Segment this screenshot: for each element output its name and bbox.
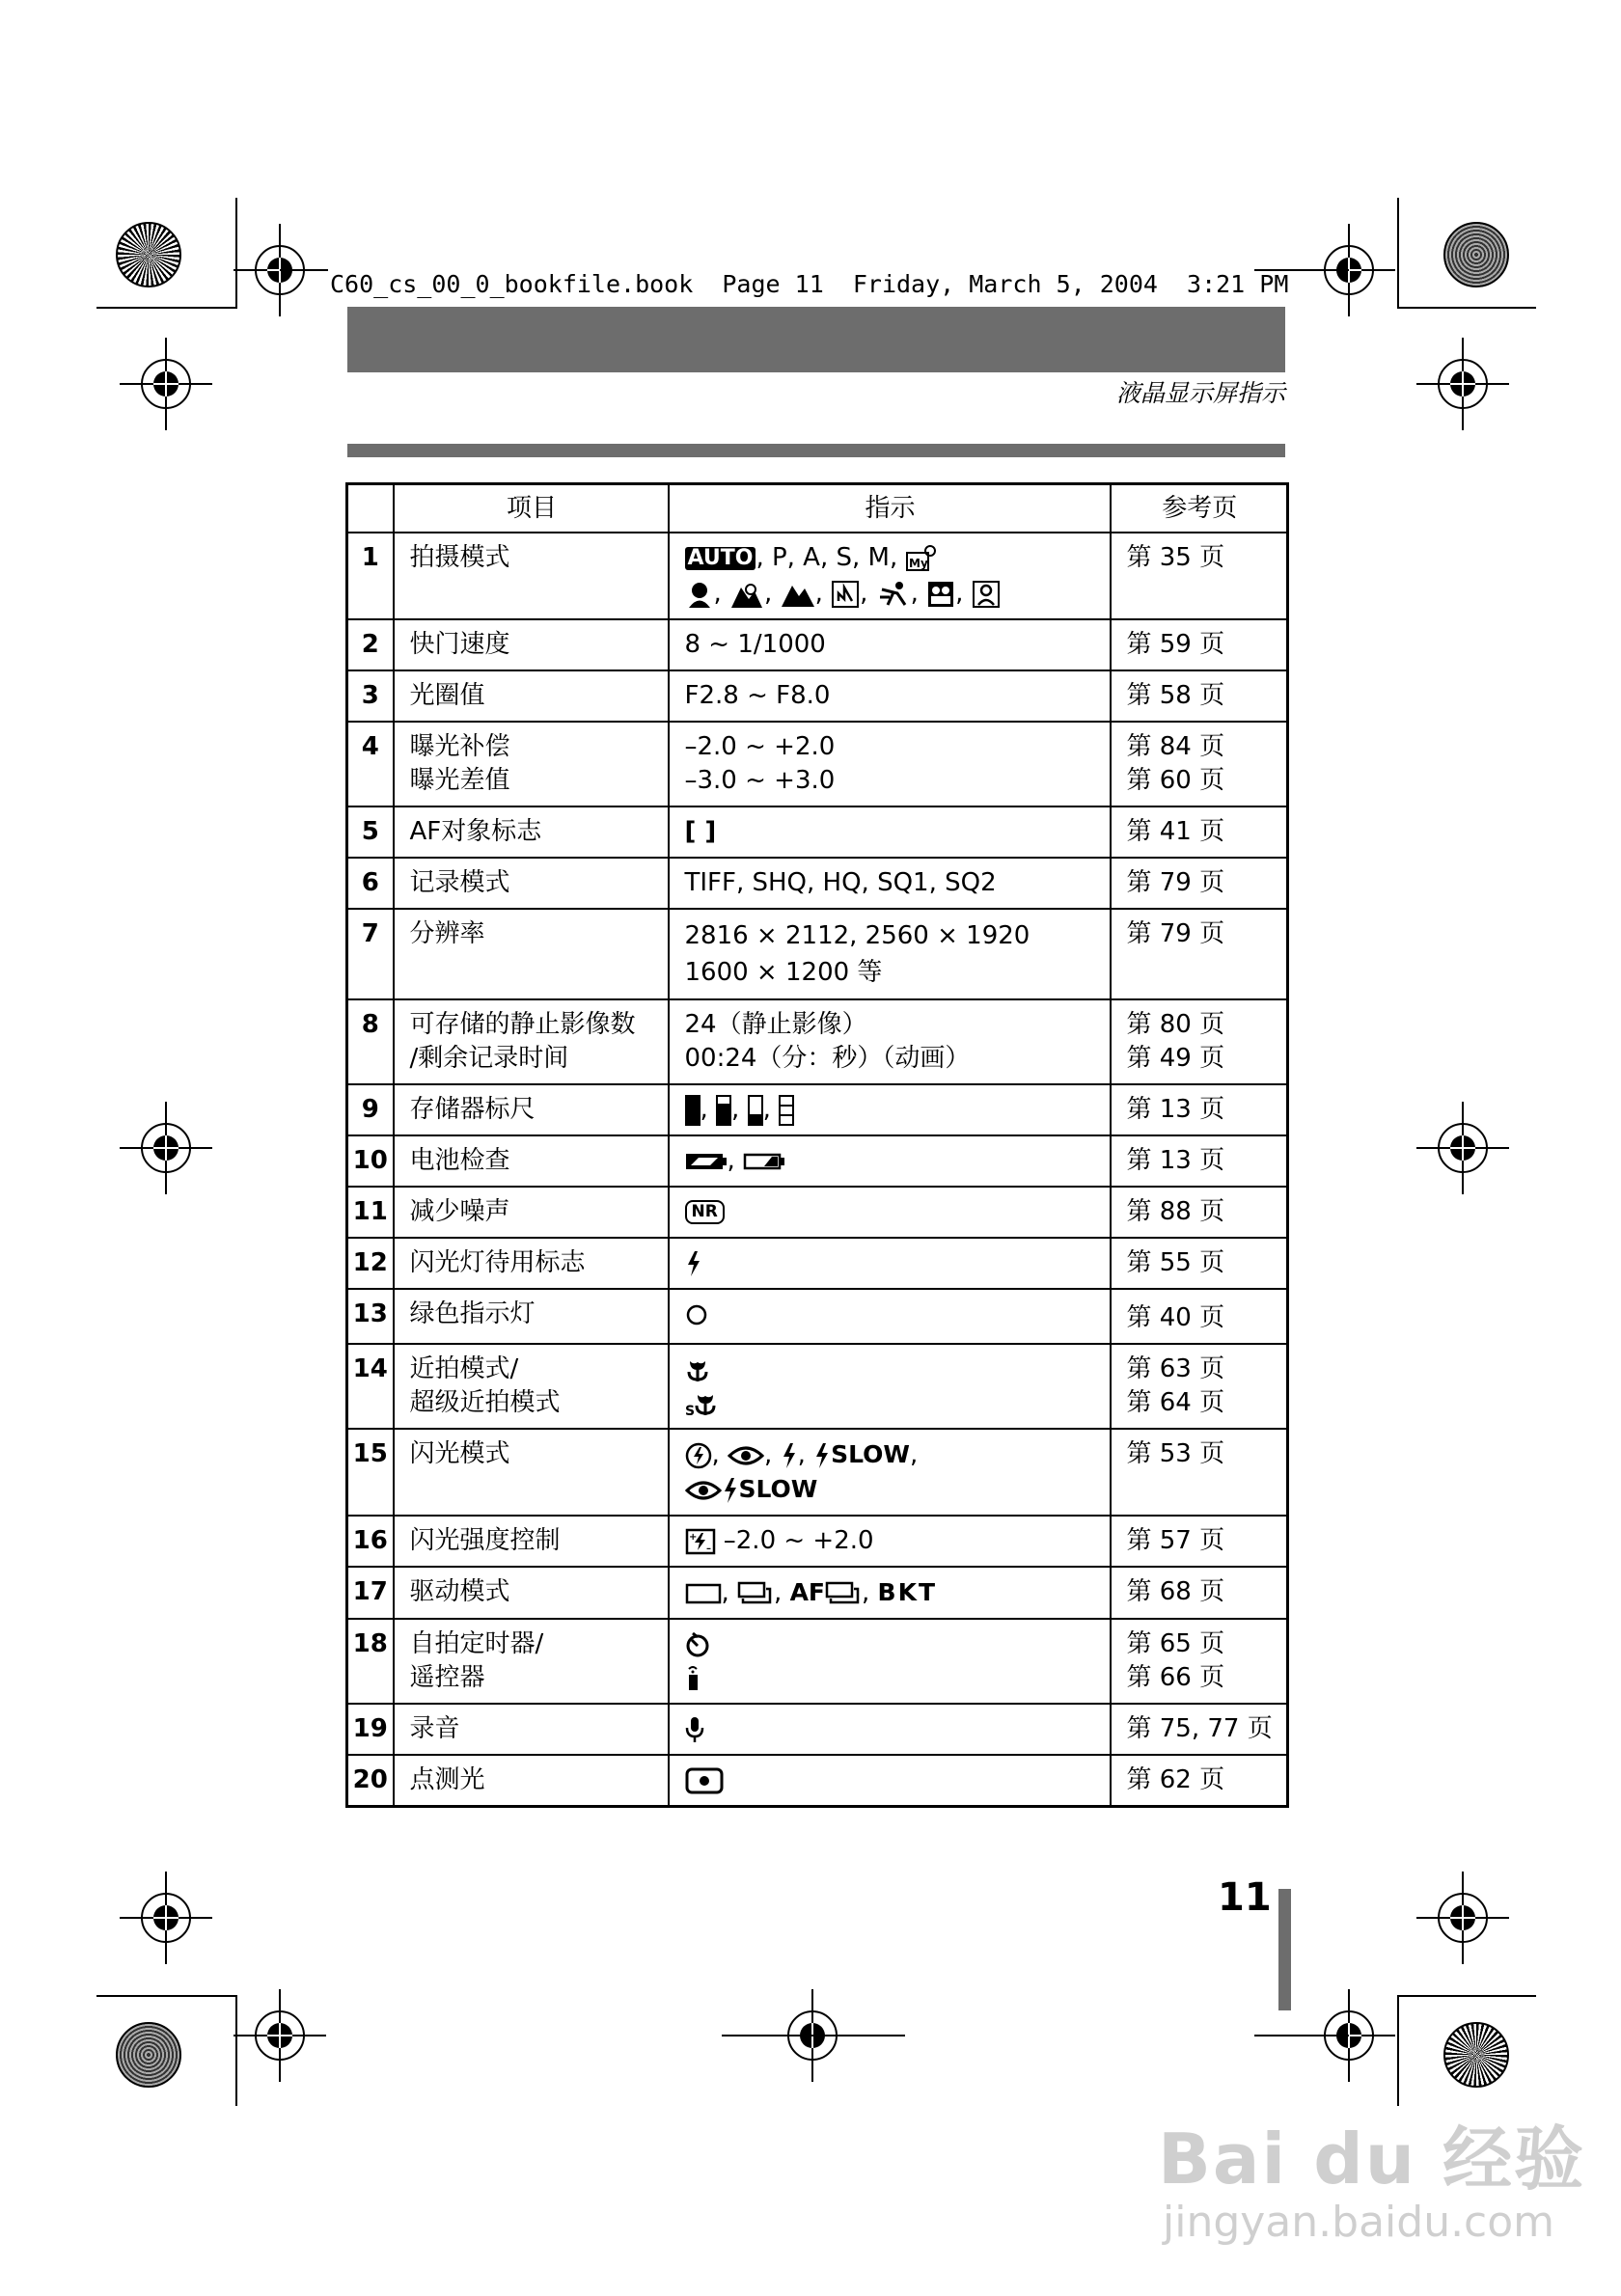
table-row [347,1755,1288,1807]
item-cell: 拍摄模式 [394,533,669,619]
table-row [347,1567,1288,1619]
baidu-watermark-url: jingyan.baidu.com [1163,2198,1555,2247]
item-cell: 快门速度 [394,619,669,670]
svg-text:–: – [705,1543,711,1554]
indication-cell: , [669,1135,1111,1187]
indication-cell: F2.8 ~ F8.0 [669,670,1111,722]
table-row [347,670,1288,722]
page-ref-cell: 第 13 页 [1111,1084,1288,1135]
indication-cell [669,1289,1111,1344]
row-number: 11 [347,1187,394,1238]
item-cell: 减少噪声 [394,1187,669,1238]
battery-low-icon [743,1152,785,1171]
baidu-watermark-logo: Bai du 经验 [1158,2118,1586,2200]
af-sequential-icon [825,1581,862,1606]
row-number: 3 [347,670,394,722]
row-number: 5 [347,806,394,858]
indication-cell [669,1238,1111,1289]
indication-cell: AUTO , P, A, S, M, My , , , , , , [669,533,1111,619]
page-ref-cell: 第 68 页 [1111,1567,1288,1619]
item-cell: AF对象标志 [394,806,669,858]
sequential-shooting-icon [737,1581,774,1606]
column-header: 指示 [669,484,1111,533]
indication-cell: , , AF , BKT [669,1567,1111,1619]
item-cell: 电池检查 [394,1135,669,1187]
slow-sync-flash-icon [722,1477,739,1504]
table-row [347,806,1288,858]
column-header-num [347,484,394,533]
sports-scene-icon [876,580,911,609]
row-number: 14 [347,1344,394,1429]
indication-cell: 24（静止影像） 00:24（分：秒）（动画） [669,999,1111,1084]
green-lamp-icon [685,1301,708,1328]
row-number: 20 [347,1755,394,1807]
item-cell: 分辨率 [394,909,669,999]
bracketing-label: BKT [877,1578,938,1606]
row-number: 12 [347,1238,394,1289]
page-ref-cell: 第 59 页 [1111,619,1288,670]
page-ref-cell: 第 84 页 第 60 页 [1111,722,1288,806]
svg-text:S: S [684,1403,695,1417]
table-row [347,909,1288,999]
sunburst-mark [1443,222,1509,287]
table-header-row [347,484,1288,533]
row-number: 8 [347,999,394,1084]
item-cell: 闪光强度控制 [394,1516,669,1567]
row-number: 1 [347,533,394,619]
sunburst-mark [116,2022,181,2088]
indication-cell [669,1187,1111,1238]
row-number: 16 [347,1516,394,1567]
item-cell: 闪光灯待用标志 [394,1238,669,1289]
memory-empty-icon [779,1095,794,1126]
item-cell: 曝光补偿 曝光差值 [394,722,669,806]
table-row [347,1516,1288,1567]
page-ref-cell: 第 40 页 [1111,1289,1288,1344]
table-row [347,619,1288,670]
memory-two-thirds-icon [716,1095,731,1126]
indoor-scene-icon [926,580,955,609]
my-mode-icon [906,545,937,572]
landscape-scene-icon [781,580,815,609]
indication-cell: 2816 × 2112, 2560 × 1920 1600 × 1200 等 [669,909,1111,999]
row-number: 17 [347,1567,394,1619]
page-ref-cell: 第 58 页 [1111,670,1288,722]
row-number: 10 [347,1135,394,1187]
flash-ready-icon [685,1250,702,1277]
single-frame-icon [685,1582,722,1605]
page-ref-cell: 第 75, 77 页 [1111,1704,1288,1755]
remote-control-icon [685,1665,701,1692]
red-eye-icon [685,1479,722,1502]
column-header: 参考页 [1111,484,1288,533]
row-number: 15 [347,1429,394,1516]
row-number: 18 [347,1619,394,1704]
fill-flash-icon [781,1442,798,1469]
section-title: 液晶显示屏指示 [1115,379,1285,407]
page-ref-cell: 第 80 页 第 49 页 [1111,999,1288,1084]
indication-cell: + – –2.0 ~ +2.0 [669,1516,1111,1567]
table-row [347,1289,1288,1344]
auto-mode-icon: AUTO [685,547,756,570]
red-eye-icon [728,1444,764,1467]
page-ref-cell: 第 79 页 [1111,858,1288,909]
table-row [347,533,1288,619]
indication-cell: , , , SLOW, SLOW [669,1429,1111,1516]
row-number: 6 [347,858,394,909]
item-cell: 闪光模式 [394,1429,669,1516]
page-ref-cell: 第 63 页 第 64 页 [1111,1344,1288,1429]
item-cell: 光圈值 [394,670,669,722]
page-ref-cell: 第 35 页 [1111,533,1288,619]
landscape-portrait-scene-icon [729,580,764,609]
night-scene-icon [831,580,860,609]
svg-text:My: My [908,556,928,570]
page-ref-cell: 第 41 页 [1111,806,1288,858]
lcd-indicator-table [345,482,1289,1808]
table-row [347,1429,1288,1516]
page-ref-cell: 第 55 页 [1111,1238,1288,1289]
item-cell: 录音 [394,1704,669,1755]
header-rule [347,444,1285,457]
table-row [347,1619,1288,1704]
item-cell: 可存储的静止影像数 /剩余记录时间 [394,999,669,1084]
item-cell: 近拍模式/ 超级近拍模式 [394,1344,669,1429]
indication-cell: , , , [669,1084,1111,1135]
row-number: 19 [347,1704,394,1755]
file-info-header: C60_cs_00_0_bookfile.book Page 11 Friday, March 5, 2004 3:21 PM [330,270,1289,298]
memory-full-icon [685,1095,701,1126]
af-target-mark-icon: [ ] [684,817,717,846]
microphone-icon [685,1716,704,1743]
self-portrait-scene-icon [972,580,1001,609]
indication-cell: –2.0 ~ +2.0 –3.0 ~ +3.0 [669,722,1111,806]
sunburst-mark [116,222,181,287]
super-macro-icon [685,1390,718,1417]
sunburst-mark [1443,2022,1509,2088]
row-number: 9 [347,1084,394,1135]
header-band [347,307,1285,372]
spot-metering-icon [685,1767,724,1794]
column-header: 项目 [394,484,669,533]
indication-cell [669,1704,1111,1755]
table-row [347,1344,1288,1429]
table-row [347,1135,1288,1187]
table-row [347,1187,1288,1238]
page-ref-cell: 第 65 页 第 66 页 [1111,1619,1288,1704]
page-ref-cell: 第 13 页 [1111,1135,1288,1187]
table-row [347,1238,1288,1289]
slow-sync-flash-icon [813,1442,831,1469]
row-number: 2 [347,619,394,670]
row-number: 13 [347,1289,394,1344]
item-cell: 绿色指示灯 [394,1289,669,1344]
auto-flash-icon [685,1442,712,1469]
table-row [347,858,1288,909]
flash-intensity-icon [685,1528,716,1555]
table-row [347,1704,1288,1755]
page-ref-cell: 第 53 页 [1111,1429,1288,1516]
svg-text:+: + [688,1531,697,1543]
battery-full-icon [685,1152,728,1171]
memory-one-third-icon [748,1095,763,1126]
indication-cell: TIFF, SHQ, HQ, SQ1, SQ2 [669,858,1111,909]
table-row [347,1084,1288,1135]
portrait-scene-icon [685,580,714,609]
page-ref-cell: 第 88 页 [1111,1187,1288,1238]
page-number-bar [1278,1889,1291,2010]
item-cell: 记录模式 [394,858,669,909]
page-number: 11 [1218,1875,1272,1920]
page-ref-cell: 第 57 页 [1111,1516,1288,1567]
page-ref-cell: 第 79 页 [1111,909,1288,999]
table-row [347,722,1288,806]
indication-cell [669,1619,1111,1704]
noise-reduction-icon: NR [685,1200,725,1224]
table-row [347,999,1288,1084]
indication-cell [669,1344,1111,1429]
indication-cell: 8 ~ 1/1000 [669,619,1111,670]
item-cell: 存储器标尺 [394,1084,669,1135]
indication-cell [669,806,1111,858]
macro-icon [685,1356,710,1383]
item-cell: 驱动模式 [394,1567,669,1619]
self-timer-icon [685,1631,710,1658]
indication-cell [669,1755,1111,1807]
page-ref-cell: 第 62 页 [1111,1755,1288,1807]
item-cell: 自拍定时器/ 遥控器 [394,1619,669,1704]
row-number: 7 [347,909,394,999]
row-number: 4 [347,722,394,806]
item-cell: 点测光 [394,1755,669,1807]
